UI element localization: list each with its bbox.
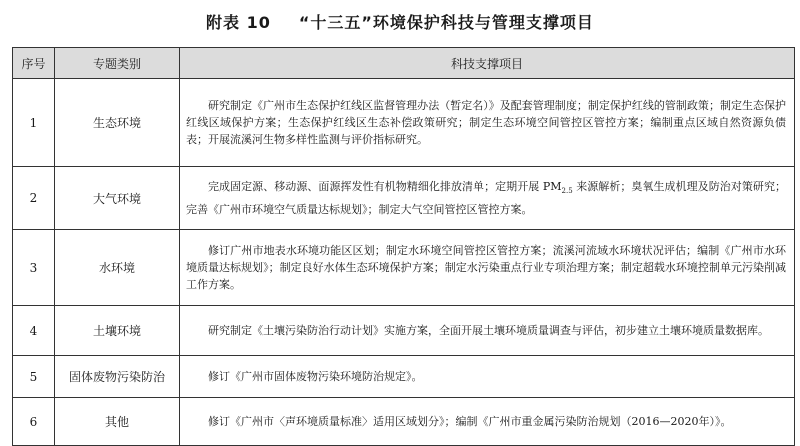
row-seq: 2	[13, 167, 55, 230]
row-projects	[180, 398, 795, 446]
row-category: 固体废物污染防治	[55, 356, 180, 398]
title-prefix: 附表 10	[206, 13, 271, 32]
row-category: 其他	[55, 398, 180, 446]
pm-subscript: 2.5	[561, 187, 573, 196]
table-header-row	[13, 48, 795, 79]
header-projects: 科技支撑项目	[180, 48, 795, 79]
row-projects	[180, 306, 795, 356]
row-category: 水环境	[55, 230, 180, 306]
table-row	[13, 356, 795, 398]
pm-text-before: 完成固定源、移动源、面源挥发性有机物精细化排放清单；定期开展 PM	[208, 180, 562, 194]
row-seq: 6	[13, 398, 55, 446]
table-row	[13, 230, 795, 306]
projects-table	[12, 47, 795, 446]
pm-text-after: 来源解析；臭氧生成机理及防治对策研究；完善《广州市环境空气质量达标规划》；制定大气空间管控区管控方案。	[186, 180, 786, 216]
table-row	[13, 167, 795, 230]
header-category: 专题类别	[55, 48, 180, 79]
row-category: 土壤环境	[55, 306, 180, 356]
page-title	[0, 10, 800, 33]
row-projects	[180, 167, 795, 230]
title-text: “十三五”环境保护科技与管理支撑项目	[298, 13, 594, 32]
row-seq: 1	[13, 79, 55, 167]
row-seq: 5	[13, 356, 55, 398]
row-projects	[180, 230, 795, 306]
row-projects	[180, 356, 795, 398]
row-projects-text: 修订《广州市〈声环境质量标准〉适用区域划分》；编制《广州市重金属污染防治规划（2016—2020年）》。	[208, 415, 732, 428]
table-row	[13, 79, 795, 167]
row-projects-text	[186, 178, 786, 217]
row-seq: 4	[13, 306, 55, 356]
table-row	[13, 398, 795, 446]
row-seq: 3	[13, 230, 55, 306]
row-projects	[180, 79, 795, 167]
row-projects-text: 研究制定《广州市生态保护红线区监督管理办法（暂定名）》及配套管理制度；制定保护红线的管制政策；制定生态保护红线区域保护方案；生态保护红线区生态补偿政策研究；制定生态环境空间管控区管控方案；编制重点区域自然资源负债表；开展流溪河生物多样性监测与评价指标研究。	[186, 99, 786, 146]
row-projects-text: 修订《广州市固体废物污染环境防治规定》。	[208, 370, 423, 383]
row-projects-text: 研究制定《土壤污染防治行动计划》实施方案，全面开展土壤环境质量调查与评估，初步建立土壤环境质量数据库。	[208, 324, 769, 337]
header-seq: 序号	[13, 48, 55, 79]
row-category: 生态环境	[55, 79, 180, 167]
table-row	[13, 306, 795, 356]
row-category: 大气环境	[55, 167, 180, 230]
row-projects-text: 修订广州市地表水环境功能区区划；制定水环境空间管控区管控方案；流溪河流域水环境状况评估；编制《广州市水环境质量达标规划》；制定良好水体生态环境保护方案；制定水污染重点行业专项治理方案；制定超载水环境控制单元污染削减工作方案。	[186, 244, 786, 291]
